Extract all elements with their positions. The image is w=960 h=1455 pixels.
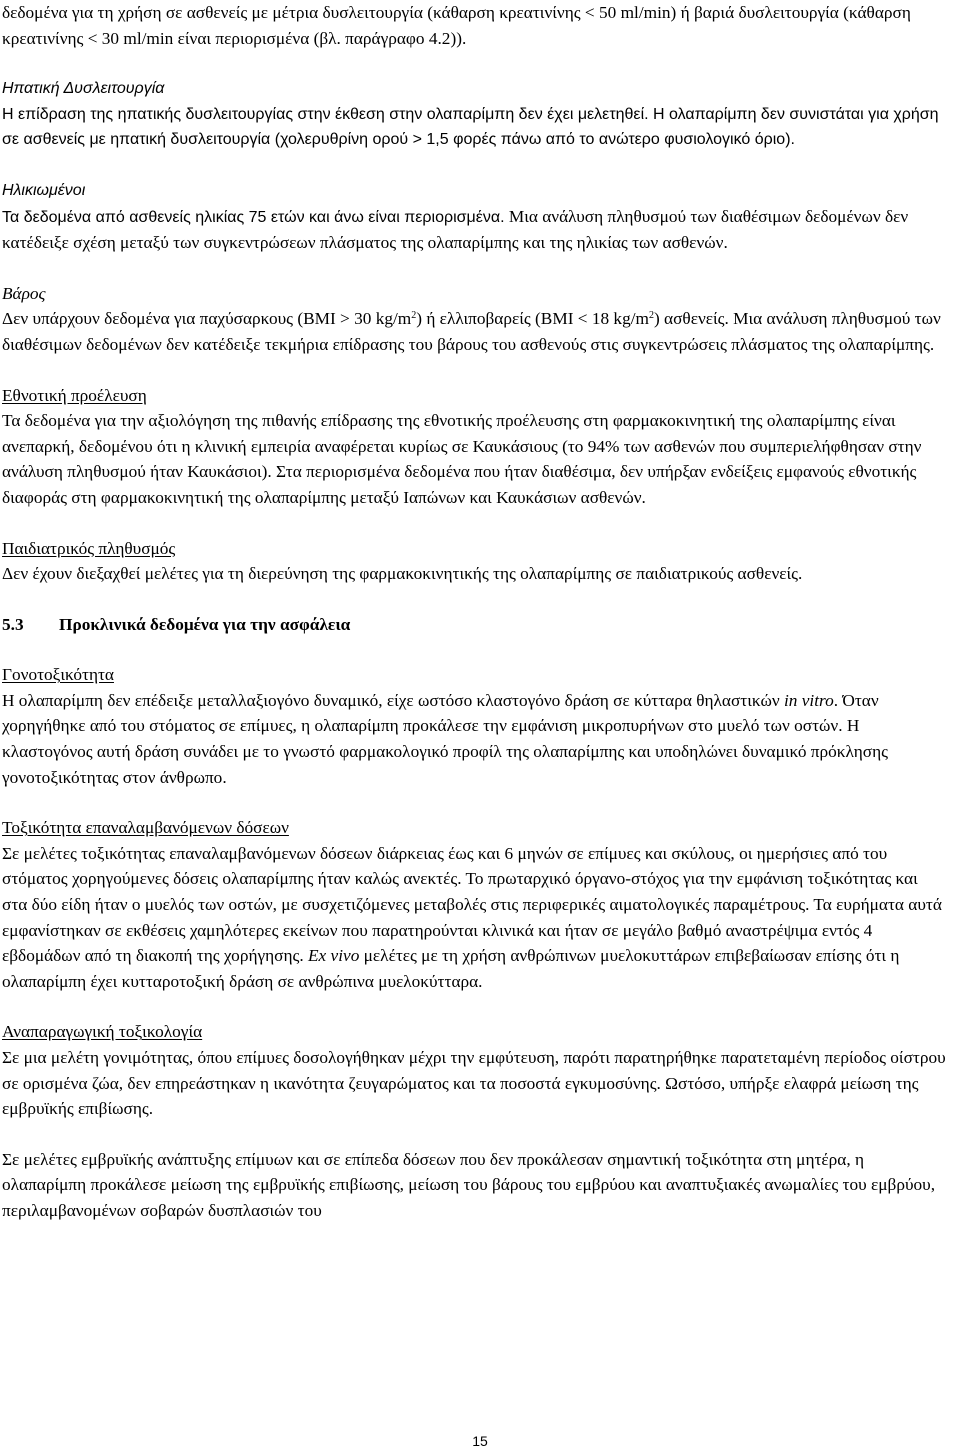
reproductive-paragraph-2: Σε μελέτες εμβρυϊκής ανάπτυξης επίμυων και σε επίπεδα δόσεων που δεν προκάλεσαν σημαντική τοξικότητα στη μητέρα, η ολαπαρίμπη προκάλεσε μείωση της εμβρυϊκής επιβίωσης, μείωση του βάρους του εμβρύου και αναπτυξιακές ανωμαλίες του εμβρύου, περιλαμβανομένων σοβαρών δυσπλασιών του <box>2 1149 936 1220</box>
section-heading <box>2 612 947 638</box>
reproductive-heading: Αναπαραγωγική τοξικολογία <box>2 1022 203 1042</box>
repeat-dose-heading: Τοξικότητα επαναλαμβανόμενων δόσεων <box>2 818 289 838</box>
section-number: 5.3 <box>2 614 24 634</box>
document-page <box>2 0 947 1224</box>
paediatric-heading: Παιδιατρικός πληθυσμός <box>2 538 176 558</box>
ethnic-heading: Εθνοτική προέλευση <box>2 385 147 405</box>
weight-text-1: Δεν υπάρχουν δεδομένα για παχύσαρκους (BMI > 30 kg/m <box>2 309 412 329</box>
paediatric-section <box>2 536 947 587</box>
weight-text-3: ) ασθενείς. Μια ανάλυση πληθυσμού των διαθέσιμων δεδομένων δεν κατέδειξε τεκμήρια επίδρασης του βάρους του ασθενούς στις συγκεντρώσεις πλάσματος της ολαπαρίμπης. <box>2 309 941 354</box>
genotoxicity-heading: Γονοτοξικότητα <box>2 665 114 685</box>
repeat-dose-italic: Ex vivo <box>308 946 360 966</box>
hepatic-paragraph: Η επίδραση της ηπατικής δυσλειτουργίας στην έκθεση στην ολαπαρίμπη δεν έχει μελετηθεί. Η ολαπαρίμπη δεν συνιστάται για χρήση σε ασθενείς με ηπατική δυσλειτουργία (χολερυθρίνη ορού > 1,5 φορές πάνω από το ανώτερο φυσιολογικό όριο). <box>2 105 939 149</box>
intro-paragraph: δεδομένα για τη χρήση σε ασθενείς με μέτρια δυσλειτουργία (κάθαρση κρεατινίνης < 50 ml/min) ή βαριά δυσλειτουργία (κάθαρση κρεατινίνης < 30 ml/min είναι περιορισμένα (βλ. παράγραφο 4.2)). <box>2 3 911 48</box>
hepatic-section <box>2 76 947 153</box>
hepatic-heading: Ηπατική Δυσλειτουργία <box>2 80 165 98</box>
ethnic-paragraph: Τα δεδομένα για την αξιολόγηση της πιθανής επίδρασης της εθνοτικής προέλευσης στη φαρμακοκινητική της ολαπαρίμπης είναι ανεπαρκή, δεδομένου ότι η κλινική εμπειρία αναφέρεται κυρίως σε Καυκάσιους (το 94% των ασθενών που συμπεριελήφθησαν στην ανάλυση πληθυσμού ήταν Καυκάσιοι). Στα περιορισμένα δεδομένα που ήταν διαθέσιμα, δεν υπήρξαν ενδείξεις εμφανούς εθνοτικής διαφοράς στη φαρμακοκινητική της ολαπαρίμπης μεταξύ Ιαπώνων και Καυκάσιων ασθενών. <box>2 411 922 507</box>
repeat-dose-section <box>2 815 947 994</box>
reproductive-section <box>2 1019 947 1223</box>
genotoxicity-paragraph <box>2 688 947 790</box>
genotoxicity-section <box>2 662 947 790</box>
ethnic-section <box>2 383 947 511</box>
weight-sup-1: 2 <box>411 310 417 322</box>
section-title: Προκλινικά δεδομένα για την ασφάλεια <box>59 614 351 634</box>
weight-sup-2: 2 <box>648 310 654 322</box>
repeat-dose-text-1: Σε μελέτες τοξικότητας επαναλαμβανόμενων δόσεων διάρκειας έως και 6 μηνών σε επίμυες και σκύλους, οι ημερήσιες από του στόματος χορηγούμενες δόσεις ολαπαρίμπης ήταν καλώς ανεκτές. Το πρωταρχικό όργανο-στόχος για την εμφάνιση τοξικότητας και στα δύο είδη ήταν ο μυελός των οστών, με συσχετιζόμενες μεταβολές στις περιφερικές αιματολογικές παραμέτρους. Τα ευρήματα αυτά εμφανίστηκαν σε εκθέσεις χαμηλότερες εκείνων που παρατηρούνται κλινικά και ήταν σε μεγάλο βαθμό αναστρέψιμα εντός 4 εβδομάδων από τη διακοπή της χορήγησης. <box>2 843 942 966</box>
repeat-dose-paragraph <box>2 841 947 995</box>
repeat-dose-text-2: μελέτες με τη χρήση ανθρώπινων μυελοκυττάρων επιβεβαίωσαν επίσης ότι η ολαπαρίμπη έχει κυτταροτοξική δράση σε ανθρώπινα μυελοκύτταρα. <box>2 946 900 991</box>
weight-paragraph <box>2 306 947 357</box>
elderly-paragraph <box>2 204 947 256</box>
weight-heading: Βάρος <box>2 283 46 303</box>
elderly-text-b: Μια ανάλυση πληθυσμού των διαθέσιμων δεδομένων δεν κατέδειξε σχέση μεταξύ των συγκεντρώσεων πλάσματος της ολαπαρίμπης και της ηλικίας των ασθενών. <box>2 206 909 253</box>
weight-text-2: ) ή ελλιποβαρείς (BMI < 18 kg/m <box>416 309 649 329</box>
weight-section <box>2 281 947 358</box>
page-number: 15 <box>472 1433 488 1449</box>
genotoxicity-italic: in vitro <box>783 690 834 710</box>
genotoxicity-text-2: . Όταν χορηγήθηκε από του στόματος σε επίμυες, η ολαπαρίμπη προκάλεσε την εμφάνιση μικροπυρήνων στο μυελό των οστών. Η κλαστογόνος αυτή δράση συνάδει με το γνωστό φαρμακολογικό προφίλ της ολαπαρίμπης και υποδηλώνει δυναμικό πρόκλησης γονοτοξικότητας στον άνθρωπο. <box>2 690 888 787</box>
elderly-heading: Ηλικιωμένοι <box>2 181 86 199</box>
paediatric-paragraph: Δεν έχουν διεξαχθεί μελέτες για τη διερεύνηση της φαρμακοκινητικής της ολαπαρίμπης σε παιδιατρικούς ασθενείς. <box>2 564 803 584</box>
genotoxicity-text-1: Η ολαπαρίμπη δεν επέδειξε μεταλλαξιογόνο δυναμικό, είχε ωστόσο κλαστογόνο δράση σε κύτταρα θηλαστικών <box>2 690 784 710</box>
elderly-text-a: Τα δεδομένα από ασθενείς ηλικίας 75 ετών και άνω είναι περιορισμένα. <box>2 208 505 226</box>
reproductive-paragraph-1: Σε μια μελέτη γονιμότητας, όπου επίμυες δοσολογήθηκαν μέχρι την εμφύτευση, παρότι παρατηρήθηκε παρατεταμένη περίοδος οίστρου σε ορισμένα ζώα, δεν επηρεάστηκαν η ικανότητα ζευγαρώματος και τα ποσοστά εγκυμοσύνης. Ωστόσο, υπήρξε ελαφρά μείωση της εμβρυϊκής επιβίωσης. <box>2 1048 946 1119</box>
elderly-section <box>2 178 947 256</box>
